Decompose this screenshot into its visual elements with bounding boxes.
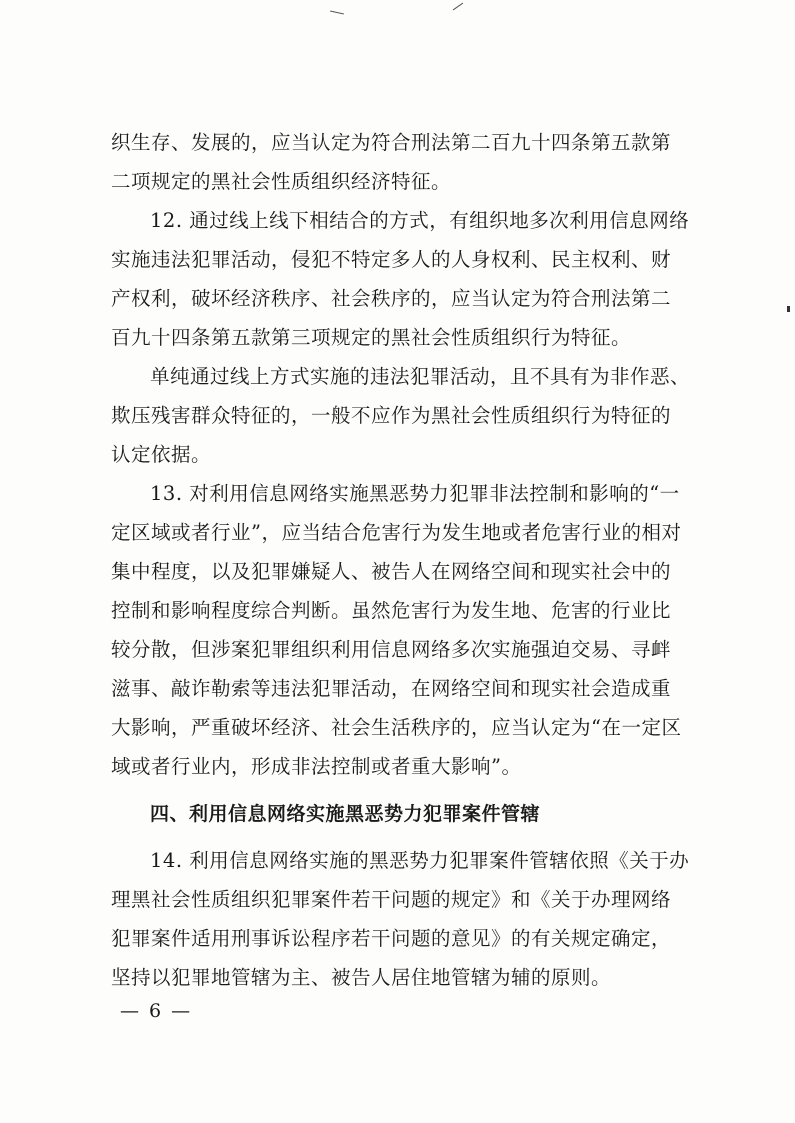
text-line: 认定依据。: [111, 443, 212, 466]
scan-dot-margin: [787, 306, 790, 312]
text-line: 二项规定的黑社会性质组织经济特征。: [111, 170, 452, 193]
text-line: 域或者行业内，形成非法控制或者重大影响”。: [111, 755, 522, 778]
text-line: 14. 利用信息网络实施的黑恶势力犯罪案件管辖依照《关于办: [150, 849, 690, 872]
text-line: 13. 对利用信息网络实施黑恶势力犯罪非法控制和影响的“一: [150, 482, 680, 505]
text-line: 滋事、敲诈勒索等违法犯罪活动，在网络空间和现实社会造成重: [111, 677, 672, 700]
text-line: 织生存、发展的，应当认定为符合刑法第二百九十四条第五款第: [111, 131, 672, 154]
text-line: 实施违法犯罪活动，侵犯不特定多人的人身权利、民主权利、财: [111, 248, 672, 271]
text-line: 犯罪案件适用刑事诉讼程序若干问题的意见》的有关规定确定，: [111, 927, 672, 950]
text-line: 欺压残害群众特征的，一般不应作为黑社会性质组织行为特征的: [111, 404, 672, 427]
scan-mark-left: [330, 11, 344, 15]
text-line: 大影响，严重破坏经济、社会生活秩序的，应当认定为“在一定区: [111, 716, 682, 739]
text-line: 理黑社会性质组织犯罪案件若干问题的规定》和《关于办理网络: [111, 888, 672, 911]
text-line: 单纯通过线上方式实施的违法犯罪活动，且不具有为非作恶、: [150, 365, 691, 388]
text-line: 控制和影响程度综合判断。虽然危害行为发生地、危害的行业比: [111, 599, 672, 622]
text-line: 产权利，破坏经济秩序、社会秩序的，应当认定为符合刑法第二: [111, 287, 672, 310]
text-line: 集中程度，以及犯罪嫌疑人、被告人在网络空间和现实社会中的: [111, 560, 672, 583]
text-line: 12. 通过线上线下相结合的方式，有组织地多次利用信息网络: [150, 209, 690, 232]
scan-mark-right: [453, 3, 463, 11]
text-line: 定区域或者行业”，应当结合危害行为发生地或者危害行业的相对: [111, 521, 682, 544]
text-line: 百九十四条第五款第三项规定的黑社会性质组织行为特征。: [111, 326, 632, 349]
page-number: — 6 —: [120, 1000, 193, 1022]
text-line: 坚持以犯罪地管辖为主、被告人居住地管辖为辅的原则。: [111, 966, 612, 989]
text-line: 较分散，但涉案犯罪组织利用信息网络多次实施强迫交易、寻衅: [111, 638, 672, 661]
section-heading: 四、利用信息网络实施黑恶势力犯罪案件管辖: [150, 803, 541, 825]
